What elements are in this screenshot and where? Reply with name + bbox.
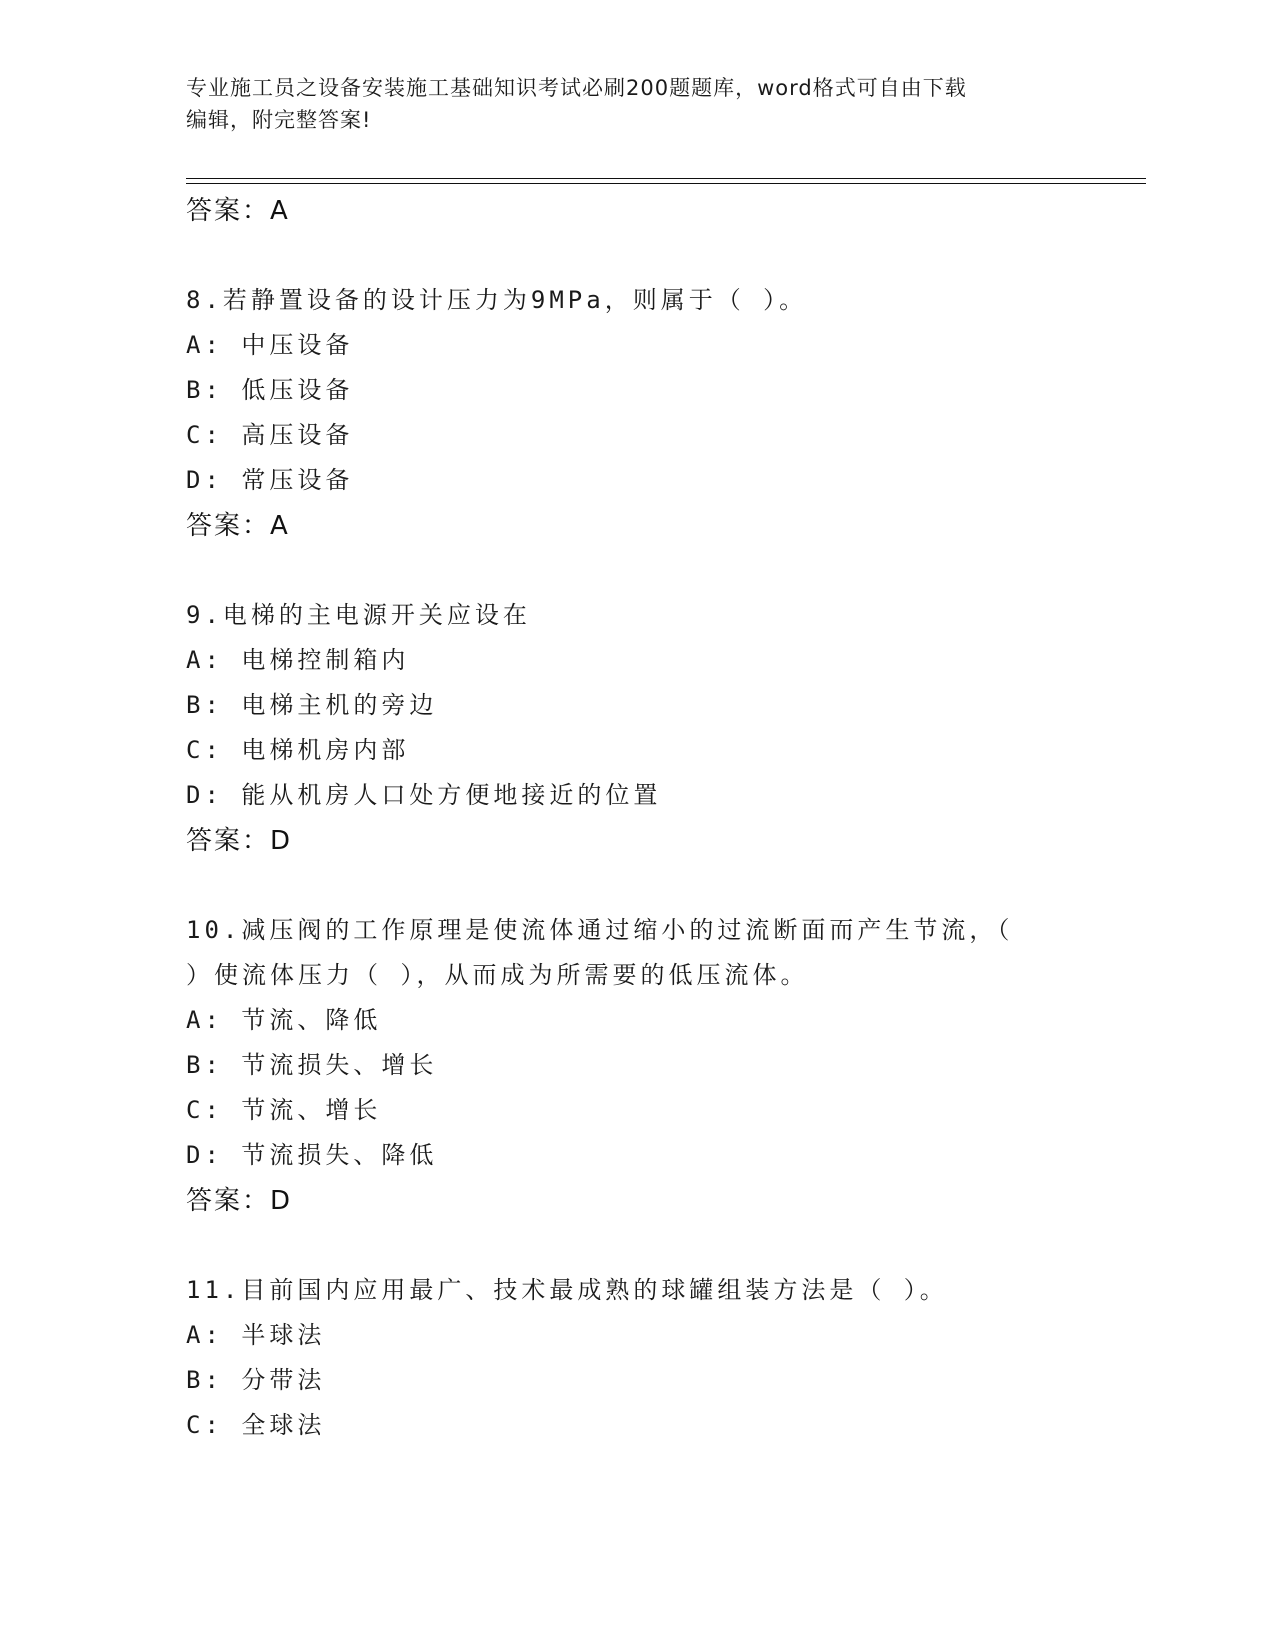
option-d: D: 常压设备 xyxy=(186,466,354,494)
option-c: C: 高压设备 xyxy=(186,421,354,449)
question-8 xyxy=(186,278,1146,549)
option-b: B: 分带法 xyxy=(186,1366,326,1394)
question-10 xyxy=(186,908,1146,1224)
answer: 答案：D xyxy=(186,826,293,856)
header-line-1: 专业施工员之设备安装施工基础知识考试必刷200题题库，word格式可自由下载 xyxy=(186,76,967,100)
question-stem-line-1: 10.减压阀的工作原理是使流体通过缩小的过流断面而产生节流，（ xyxy=(186,916,1014,944)
option-a: A: 节流、降低 xyxy=(186,1006,382,1034)
option-a: A: 中压设备 xyxy=(186,331,354,359)
question-stem-line-2: ）使流体压力（ ），从而成为所需要的低压流体。 xyxy=(186,961,809,989)
question-stem: 11.目前国内应用最广、技术最成熟的球罐组装方法是（ ）。 xyxy=(186,1276,948,1304)
question-list xyxy=(186,188,1146,1448)
option-c: C: 节流、增长 xyxy=(186,1096,382,1124)
question-9 xyxy=(186,593,1146,864)
option-b: B: 低压设备 xyxy=(186,376,354,404)
answer: 答案：A xyxy=(186,511,290,541)
option-d: D: 节流损失、降低 xyxy=(186,1141,438,1169)
document-header xyxy=(186,72,1086,136)
question-stem: 8.若静置设备的设计压力为9MPa，则属于（ ）。 xyxy=(186,286,808,314)
question-stem: 9.电梯的主电源开关应设在 xyxy=(186,601,531,629)
option-b: B: 节流损失、增长 xyxy=(186,1051,438,1079)
previous-answer: 答案：A xyxy=(186,196,290,226)
option-c: C: 全球法 xyxy=(186,1411,326,1439)
option-d: D: 能从机房人口处方便地接近的位置 xyxy=(186,781,662,809)
answer: 答案：D xyxy=(186,1186,293,1216)
option-a: A: 半球法 xyxy=(186,1321,326,1349)
header-line-2: 编辑，附完整答案! xyxy=(186,108,372,132)
option-a: A: 电梯控制箱内 xyxy=(186,646,410,674)
question-11 xyxy=(186,1268,1146,1448)
option-b: B: 电梯主机的旁边 xyxy=(186,691,438,719)
option-c: C: 电梯机房内部 xyxy=(186,736,410,764)
header-divider xyxy=(186,178,1146,184)
